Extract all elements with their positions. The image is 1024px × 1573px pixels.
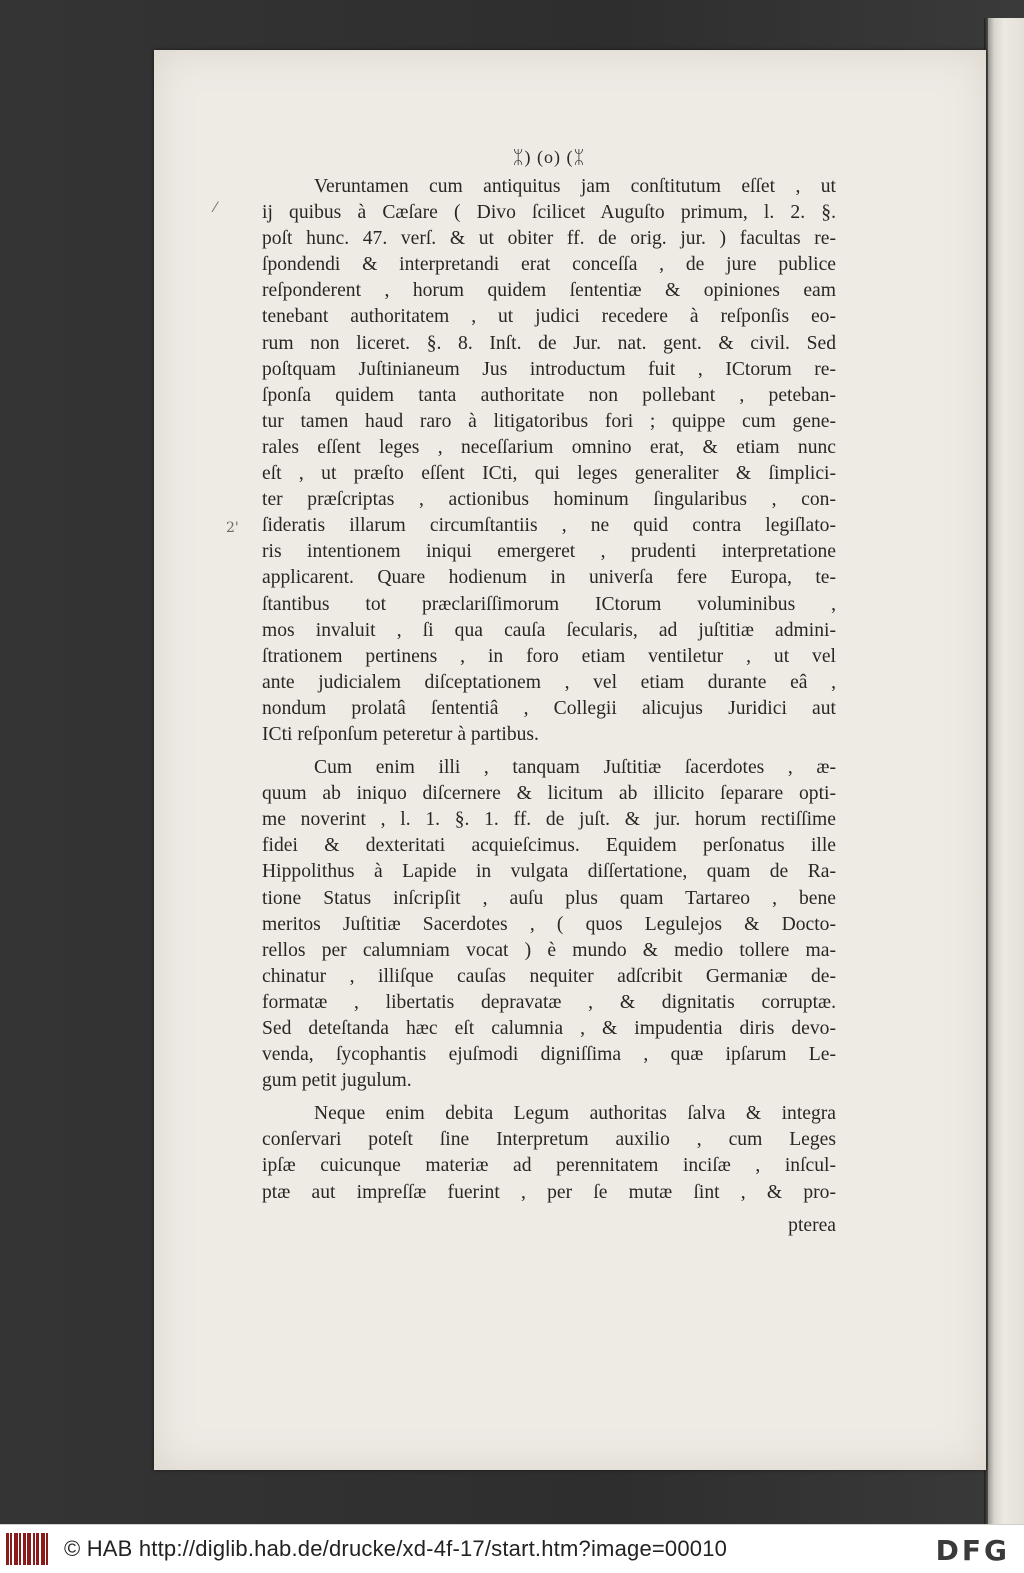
text-line: ter præſcriptas , actionibus hominum ſingularibus , con-: [262, 489, 836, 511]
text-line: Veruntamen cum antiquitus jam conſtitutum eſſet , ut: [314, 176, 836, 197]
logo-bar: [27, 1533, 32, 1565]
text-line: applicarent. Quare hodienum in univerſa fere Europa, te-: [262, 567, 836, 589]
text-line: fidei & dexteritati acquieſcimus. Equidem perſonatus ille: [262, 835, 836, 857]
paragraph: [262, 755, 836, 1094]
text-line: poſtquam Juſtinianeum Jus introductum fuit , ICtorum re-: [262, 358, 836, 380]
text-line: rales eſſent leges , neceſſarium omnino erat, & etiam nunc: [262, 436, 836, 458]
logo-bar: [46, 1533, 48, 1565]
logo-bar: [10, 1533, 12, 1565]
text-line: Hippolithus à Lapide in vulgata diſſertatione, quam de Ra-: [262, 861, 836, 883]
text-line: tenebant authoritatem , ut judici recedere à reſponſis eo-: [262, 306, 836, 328]
text-line: nondum prolatâ ſententiâ , Collegii alicujus Juridici aut: [262, 697, 836, 719]
text-line: Sed deteſtanda hæc eſt calumnia , & impudentia diris devo-: [262, 1018, 836, 1039]
text-line: venda, ſycophantis ejuſmodi digniſſima , quæ ipſarum Le-: [262, 1044, 836, 1066]
text-line: ſtantibus tot præclariſſimorum ICtorum voluminibus ,: [262, 593, 836, 615]
text-line: formatæ , libertatis depravatæ , & dignitatis corruptæ.: [262, 991, 836, 1013]
page-text: [262, 140, 836, 1239]
text-line: Cum enim illi , tanquam Juſtitiæ ſacerdotes , æ-: [314, 757, 836, 779]
text-line: ris intentionem iniqui emergeret , prudenti interpretatione: [262, 541, 836, 563]
next-page-edge: [988, 18, 1024, 1524]
text-line: eſt , ut præſto eſſent ICti, qui leges generaliter & ſimplici-: [262, 463, 836, 485]
logo-bar: [36, 1533, 39, 1565]
hab-logo-icon: [6, 1533, 50, 1565]
text-line: ſponſa quidem tanta authoritate non pollebant , peteban-: [262, 384, 836, 406]
paragraph-list: [262, 174, 836, 1206]
logo-bar: [23, 1533, 26, 1565]
footer-bar: [0, 1524, 1024, 1573]
logo-bar: [33, 1533, 35, 1565]
text-line: gum petit jugulum.: [262, 1070, 412, 1092]
catchword: pterea: [788, 1214, 836, 1236]
logo-bar: [14, 1533, 18, 1565]
text-line: ij quibus à Cæſare ( Divo ſcilicet Auguſto primum, l. 2. §.: [262, 202, 836, 224]
text-line: ſtrationem pertinens , in foro etiam ventiletur , ut vel: [262, 645, 836, 667]
scanned-page: [154, 50, 986, 1470]
text-line: ante judicialem diſceptationem , vel etiam durante eâ ,: [262, 671, 836, 693]
dfg-logo: DFG: [935, 1534, 1010, 1567]
text-line: rellos per calumniam vocat ) è mundo & medio tollere ma-: [262, 939, 836, 961]
logo-bar: [6, 1533, 9, 1565]
logo-bar: [41, 1533, 45, 1565]
paragraph: [262, 1101, 836, 1205]
text-line: meritos Juſtitiæ Sacerdotes , ( quos Legulejos & Docto-: [262, 913, 836, 935]
text-line: Neque enim debita Legum authoritas ſalva & integra: [314, 1103, 836, 1125]
margin-mark: ⁄: [214, 200, 217, 216]
text-line: me noverint , l. 1. §. 1. ff. de juſt. & jur. horum rectiſſime: [262, 809, 836, 831]
margin-mark: 2': [226, 520, 239, 536]
text-line: conſervari poteſt ſine Interpretum auxilio , cum Leges: [262, 1129, 836, 1151]
logo-bar: [19, 1533, 21, 1565]
paragraph: [262, 174, 836, 748]
text-line: chinatur , illiſque cauſas nequiter adſcribit Germaniæ de-: [262, 965, 836, 987]
text-line: ſideratis illarum circumſtantiis , ne quid contra legiſlato-: [262, 515, 836, 537]
text-line: quum ab iniquo diſcernere & licitum ab illicito ſeparare opti-: [262, 783, 836, 805]
text-line: poſt hunc. 47. verſ. & ut obiter ff. de orig. jur. ) facultas re-: [262, 228, 836, 250]
text-line: tione Status inſcripſit , auſu plus quam Tartareo , bene: [262, 887, 836, 909]
text-line: ptæ aut impreſſæ fuerint , per ſe mutæ ſint , & pro-: [262, 1181, 836, 1203]
text-line: reſponderent , horum quidem ſententiæ & opiniones eam: [262, 280, 836, 302]
text-line: ſpondendi & interpretandi erat conceſſa , de jure publice: [262, 254, 836, 276]
text-line: ICti reſponſum peteretur à partibus.: [262, 723, 539, 745]
text-line: mos invaluit , ſi qua cauſa ſecularis, ad juſtitiæ admini-: [262, 619, 836, 641]
page-header: ᛯ) (o) (ᛯ: [512, 147, 586, 167]
text-line: ipſæ cuicunque materiæ ad perennitatem inciſæ , inſcul-: [262, 1155, 836, 1177]
text-line: rum non liceret. §. 8. Inſt. de Jur. nat. gent. & civil. Sed: [262, 332, 836, 354]
copyright-url[interactable]: © HAB http://diglib.hab.de/drucke/xd-4f-17/start.htm?image=00010: [64, 1536, 728, 1561]
text-line: tur tamen haud raro à litigatoribus fori ; quippe cum gene-: [262, 410, 836, 432]
